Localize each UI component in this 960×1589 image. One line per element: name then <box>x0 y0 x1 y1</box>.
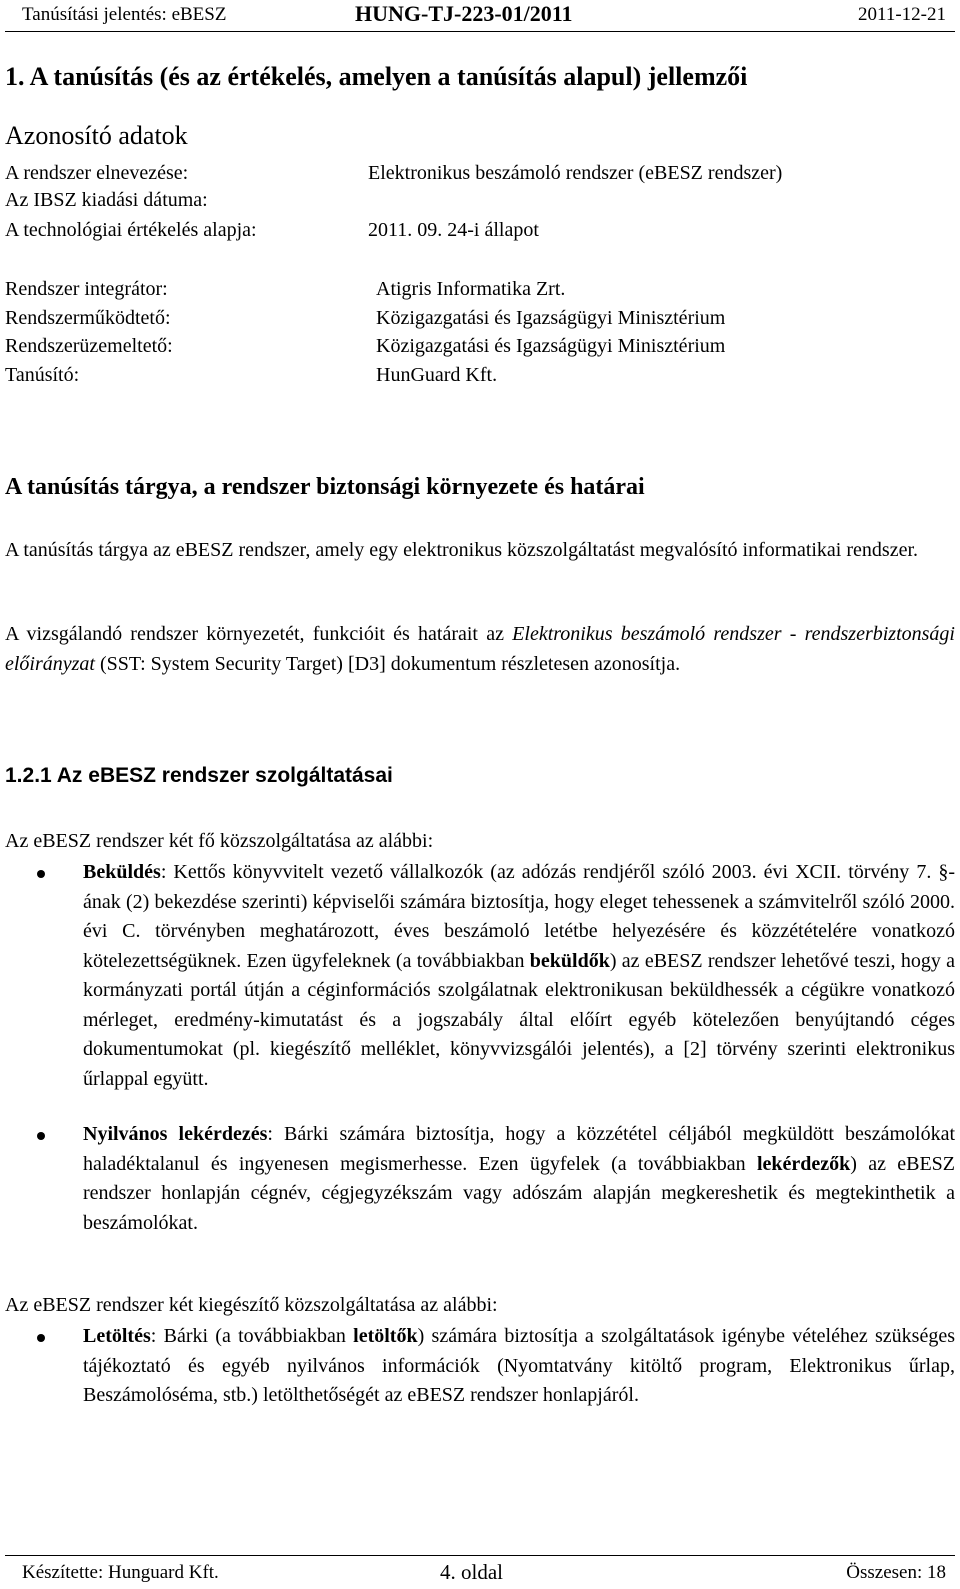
paragraph-subject: A tanúsítás tárgya az eBESZ rendszer, amely egy elektronikus közszolgáltatást megvalósító informatikai rendszer. <box>5 539 918 561</box>
bullet-icon <box>37 1132 45 1140</box>
footer-total-pages: Összesen: 18 <box>846 1562 946 1583</box>
footer-page-number: 4. oldal <box>440 1560 503 1584</box>
org-label-operator: Rendszerműködtető: <box>5 307 171 329</box>
section-heading: A tanúsítás tárgya, a rendszer biztonsági környezete és határai <box>5 474 645 500</box>
id-value-basis: 2011. 09. 24-i állapot <box>368 219 539 241</box>
paragraph-environment: A vizsgálandó rendszer környezetét, funkcióit és határait az Elektronikus beszámoló rendszer - rendszerbiztonsági előirányzat (SST: System Security Target) [D3] dokumentum részletesen azonosítja. <box>5 623 955 675</box>
header-date: 2011-12-21 <box>858 4 946 25</box>
header-document-title: Tanúsítási jelentés: eBESZ <box>22 4 227 25</box>
subsection-heading: 1.2.1 Az eBESZ rendszer szolgáltatásai <box>5 764 393 787</box>
intro-supplementary-services: Az eBESZ rendszer két kiegészítő közszolgáltatása az alábbi: <box>5 1294 498 1316</box>
id-heading: Azonosító adatok <box>5 121 188 150</box>
footer-author: Készítette: Hunguard Kft. <box>22 1562 219 1583</box>
page-title: 1. A tanúsítás (és az értékelés, amelyen a tanúsítás alapul) jellemzői <box>5 62 748 91</box>
org-label-integrator: Rendszer integrátor: <box>5 278 168 300</box>
header-document-id: HUNG-TJ-223-01/2011 <box>355 1 573 26</box>
org-value-operator: Közigazgatási és Igazságügyi Minisztérium <box>376 307 726 329</box>
org-label-maintainer: Rendszerüzemeltető: <box>5 335 173 357</box>
list-item-download: Letöltés: Bárki (a továbbiakban letöltők) számára biztosítja a szolgáltatások igénybe vételéhez szükséges tájékoztató és egyéb nyilvános információk (Nyomtatvány kitöltő program, Elektronikus űrlap, Beszámolóséma, stb.) letölthetőségét az eBESZ rendszer honlapjáról. <box>5 1322 955 1411</box>
id-value-name: Elektronikus beszámoló rendszer (eBESZ rendszer) <box>368 162 783 184</box>
intro-main-services: Az eBESZ rendszer két fő közszolgáltatása az alábbi: <box>5 830 434 852</box>
bullet-icon <box>37 870 45 878</box>
org-value-maintainer: Közigazgatási és Igazságügyi Minisztérium <box>376 335 726 357</box>
org-label-certifier: Tanúsító: <box>5 364 80 386</box>
id-label-basis: A technológiai értékelés alapja: <box>5 219 257 241</box>
org-value-integrator: Atigris Informatika Zrt. <box>376 278 566 300</box>
id-label-name: A rendszer elnevezése: <box>5 162 189 184</box>
footer-rule <box>5 1555 955 1556</box>
header-rule <box>5 31 955 32</box>
org-value-certifier: HunGuard Kft. <box>376 364 498 386</box>
list-item-submission: Beküldés: Kettős könyvvitelt vezető vállalkozók (az adózás rendjéről szóló 2003. évi XCII. törvény 7. §-ának (2) bekezdése szerinti) képviselői számára biztosítja, hogy eleget tehessenek a számvitelről szóló 2000. évi C. törvényben meghatározott, éves beszámoló letétbe helyezésére és közzétételére vonatkozó kötelezettségüknek. Ezen ügyfeleknek (a továbbiakban beküldők) az eBESZ rendszer lehetővé teszi, hogy a kormányzati portál útján a céginformációs szolgálatnak elektronikusan beküldhessék a cégükre vonatkozó mérleget, eredmény-kimutatást és a jogszabály által előírt egyéb kötelezően benyújtandó céges dokumentumokat (pl. kiegészítő melléklet, könyvvizsgálói jelentés), a [2] törvény szerinti elektronikus űrlappal együtt. <box>5 858 955 1094</box>
list-item-public-query: Nyilvános lekérdezés: Bárki számára biztosítja, hogy a közzététel céljából megküldött beszámolókat haladéktalanul és ingyenesen megismerhesse. Ezen ügyfelek (a továbbiakban lekérdezők) az eBESZ rendszer honlapján cégnév, cégjegyzékszám vagy adószám alapján megkereshetik és megtekinthetik a beszámolókat. <box>5 1120 955 1238</box>
id-label-issue-date: Az IBSZ kiadási dátuma: <box>5 189 208 211</box>
bullet-icon <box>37 1334 45 1342</box>
